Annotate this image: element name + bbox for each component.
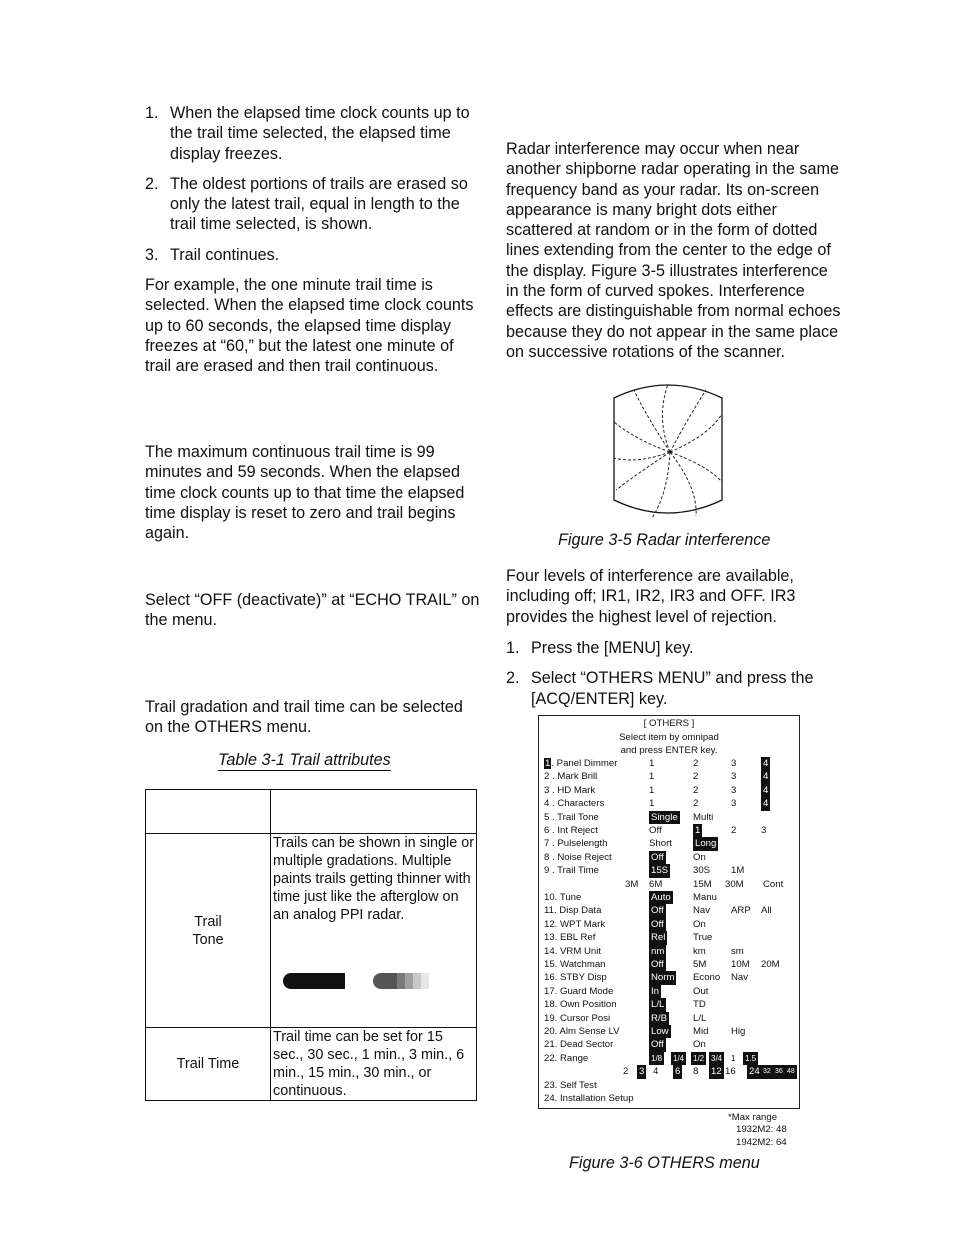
radar-interference-figure: [608, 378, 728, 526]
right-step-1: 1. Press the [MENU] key.: [506, 639, 694, 657]
menu-item-label: 17. Guard Mode: [544, 985, 614, 997]
menu-option[interactable]: 3: [731, 758, 737, 769]
table-caption: Table 3-1 Trail attributes: [218, 751, 391, 769]
trail-tone-text: Trails can be shown in single or multiple gradations. Multiple paints trails getting thinner with time just like the afterglow on an analog PPI radar.: [273, 835, 475, 923]
range-option[interactable]: 8: [693, 1066, 699, 1078]
menu-option[interactable]: 2: [693, 784, 699, 796]
para-levels: Four levels of interference are available, including off; IR1, IR2, IR3 and OFF. IR3 provides the highest level of rejection.: [506, 567, 796, 626]
figure-3-6-caption: Figure 3-6 OTHERS menu: [569, 1154, 760, 1172]
right-steps: [506, 638, 842, 709]
menu-option[interactable]: 3: [731, 771, 737, 783]
menu-option[interactable]: 3: [731, 784, 737, 796]
menu-item-1[interactable]: [539, 770, 799, 783]
menu-item-label: 9 . Trail Time: [544, 865, 599, 877]
step-1: 1. When the elapsed time clock counts up to the trail time selected, the elapsed time display freezes.: [145, 104, 470, 163]
range-option[interactable]: 1/8: [649, 1052, 664, 1065]
left-steps: [145, 103, 483, 265]
menu-option[interactable]: In: [651, 985, 660, 997]
menu-option[interactable]: On: [693, 851, 706, 863]
menu-option[interactable]: All: [761, 905, 772, 917]
menu-item-6[interactable]: [539, 837, 799, 850]
menu-item-label: 15. Watchman: [544, 959, 606, 970]
table-row-trail-time: [146, 1028, 477, 1101]
menu-option[interactable]: Off: [651, 959, 664, 970]
menu-option[interactable]: On: [693, 1039, 706, 1051]
menu-option[interactable]: Off: [651, 918, 664, 930]
menu-option[interactable]: Rel: [651, 932, 666, 944]
max-range-label: *Max range: [728, 1112, 778, 1123]
max-range-1942: 1942M2: 64: [736, 1136, 787, 1148]
others-menu: [538, 715, 800, 1109]
menu-item-label: 16. STBY Disp: [544, 972, 607, 984]
range-option[interactable]: 32: [761, 1065, 773, 1078]
menu-option[interactable]: 30S: [693, 865, 711, 877]
menu-option[interactable]: km: [693, 945, 706, 957]
menu-item-5[interactable]: [539, 824, 799, 837]
menu-option[interactable]: Hig: [731, 1026, 746, 1037]
max-range-1932: 1932M2: 48: [736, 1124, 787, 1136]
menu-option[interactable]: 15S: [651, 865, 669, 877]
menu-option[interactable]: Econo: [693, 972, 721, 984]
menu-option[interactable]: 20M: [761, 959, 780, 970]
menu-option[interactable]: 30M: [725, 878, 744, 890]
menu-option[interactable]: 1: [649, 771, 655, 783]
para-interference: Radar interference may occur when near another shipborne radar operating in the same frequency band as your radar. Its on-screen appearance is many bright dots either scattered at random or in the form of dotted lines extending from the center to the edge of the display. Figure 3-5 illustrates interference in the form of curved spokes. Interference effects are distinguishable from normal echoes because they do not appear in the same place on successive rotations of the scanner.: [506, 140, 841, 361]
menu-option[interactable]: 1: [649, 758, 655, 769]
range-option[interactable]: 4: [653, 1066, 659, 1078]
menu-item-17[interactable]: [539, 985, 799, 998]
menu-item-7[interactable]: [539, 851, 799, 864]
menu-option[interactable]: 1: [649, 784, 655, 796]
menu-option[interactable]: 1: [695, 825, 701, 836]
step-2: 2. The oldest portions of trails are erased so only the latest trail, equal in length to the trail time selected, is shown.: [145, 174, 468, 234]
menu-item-21[interactable]: [539, 1038, 799, 1051]
menu-item-label: 23. Self Test: [544, 1079, 597, 1091]
menu-option[interactable]: ARP: [731, 905, 751, 917]
range-option[interactable]: 1.5: [743, 1052, 758, 1065]
menu-option[interactable]: 15M: [693, 878, 712, 890]
menu-option[interactable]: TD: [693, 999, 706, 1011]
menu-option[interactable]: Short: [649, 838, 672, 850]
menu-option[interactable]: 2: [693, 771, 699, 783]
menu-item-label: 12. WPT Mark: [544, 918, 606, 930]
menu-item-label: 6 . Int Reject: [544, 825, 598, 836]
menu-option[interactable]: 3: [731, 798, 737, 810]
step-3: 3. Trail continues.: [145, 245, 280, 264]
table-header-row: [146, 790, 477, 834]
range-option[interactable]: 3: [639, 1066, 645, 1078]
menu-option[interactable]: L/L: [693, 1012, 707, 1024]
menu-option[interactable]: Norm: [651, 972, 675, 984]
menu-item-label: 18. Own Position: [544, 999, 617, 1011]
menu-item-12[interactable]: [539, 918, 799, 931]
right-step-2: 2. Select “OTHERS MENU” and press the [ACQ/ENTER] key.: [506, 669, 814, 708]
trail-tone-key: Trail Tone: [146, 834, 271, 1028]
menu-option[interactable]: Nav: [693, 905, 711, 917]
menu-item-label: 20. Alm Sense LV: [544, 1026, 620, 1037]
menu-item-label: 14. VRM Unit: [544, 945, 602, 957]
menu-option[interactable]: Nav: [731, 972, 749, 984]
menu-item-label: 10. Tune: [544, 892, 582, 903]
menu-option[interactable]: Cont: [763, 878, 784, 890]
menu-option[interactable]: 6M: [649, 878, 663, 890]
menu-item-22[interactable]: [539, 1052, 799, 1065]
menu-option[interactable]: 3M: [625, 878, 639, 890]
range-option[interactable]: 1/2: [691, 1052, 706, 1065]
trail-tone-desc: [271, 834, 477, 1028]
menu-item-label: 24. Installation Setup: [544, 1093, 634, 1104]
menu-item-15[interactable]: [539, 958, 799, 971]
menu-item-label: 21. Dead Sector: [544, 1039, 614, 1051]
max-range-note: [728, 1112, 787, 1149]
menu-item-label: 8 . Noise Reject: [544, 851, 612, 863]
menu-item-16[interactable]: [539, 971, 799, 984]
menu-option[interactable]: Low: [651, 1026, 669, 1037]
menu-item-8[interactable]: [539, 864, 799, 877]
menu-option[interactable]: 4: [763, 798, 769, 810]
menu-item-11[interactable]: [539, 904, 799, 917]
menu-item-label: 11. Disp Data: [544, 905, 602, 917]
para-gradation: Trail gradation and trail time can be selected on the OTHERS menu.: [145, 698, 463, 737]
menu-item-label: 13. EBL Ref: [544, 932, 596, 944]
menu-option[interactable]: nm: [651, 945, 665, 957]
range-option[interactable]: 24: [749, 1066, 760, 1078]
menu-option[interactable]: 3: [761, 825, 767, 836]
para-off: Select “OFF (deactivate)” at “ECHO TRAIL” on the menu.: [145, 591, 480, 630]
range-option[interactable]: 36: [773, 1065, 785, 1078]
menu-option[interactable]: 4: [763, 771, 769, 783]
menu-option[interactable]: Manu: [693, 892, 717, 903]
menu-option[interactable]: 2: [693, 758, 699, 769]
menu-sub1: Select item by omnipad: [619, 731, 719, 743]
menu-item-label: 2 . Mark Brill: [544, 771, 598, 783]
menu-item-label: 3 . HD Mark: [544, 784, 596, 796]
menu-option[interactable]: Off: [651, 851, 664, 863]
para-max: The maximum continuous trail time is 99 minutes and 59 seconds. When the elapsed time clock counts up to that time the elapsed time display is reset to zero and trail begins again.: [145, 443, 465, 543]
menu-option[interactable]: Out: [693, 985, 709, 997]
menu-option[interactable]: On: [693, 918, 706, 930]
table-header-desc: [271, 790, 477, 834]
radar-screen-outline: [614, 385, 722, 513]
range-option[interactable]: 1: [731, 1053, 736, 1063]
menu-item-20[interactable]: [539, 1025, 799, 1038]
range-option[interactable]: 6: [675, 1066, 681, 1078]
interference-spokes: [614, 384, 722, 518]
menu-item-label: 5 . Trail Tone: [544, 811, 599, 823]
menu-option[interactable]: 2: [693, 798, 699, 810]
menu-item-2[interactable]: [539, 784, 799, 797]
menu-option[interactable]: 1M: [731, 865, 745, 877]
menu-option[interactable]: L/L: [651, 999, 665, 1011]
figure-3-5-caption: Figure 3-5 Radar interference: [558, 531, 771, 549]
menu-item-14[interactable]: [539, 945, 799, 958]
range-option[interactable]: 3/4: [709, 1052, 724, 1065]
menu-item-19[interactable]: [539, 1012, 799, 1025]
menu-option[interactable]: sm: [731, 945, 744, 957]
menu-option[interactable]: 4: [763, 758, 769, 769]
menu-item-label: 19. Cursor Posi: [544, 1012, 611, 1024]
menu-sub2: and press ENTER key.: [620, 745, 718, 757]
trail-attributes-table: [145, 789, 477, 1101]
menu-option[interactable]: Off: [651, 905, 664, 917]
menu-option[interactable]: Mid: [693, 1026, 709, 1037]
table-header-key: [146, 790, 271, 834]
range-option[interactable]: 12: [711, 1066, 722, 1078]
menu-option[interactable]: 4: [763, 784, 769, 796]
menu-option[interactable]: Single: [651, 811, 678, 823]
menu-item-9[interactable]: [539, 878, 799, 891]
multi-tone-sample: [373, 973, 429, 989]
trail-time-desc: Trail time can be set for 15 sec., 30 sec., 1 min., 3 min., 6 min., 15 min., 30 min., or continuous.: [271, 1028, 477, 1101]
menu-option[interactable]: 10M: [731, 959, 750, 970]
menu-item-23[interactable]: [539, 1065, 799, 1078]
menu-item-label: 4 . Characters: [544, 798, 605, 810]
menu-option[interactable]: Multi: [693, 811, 714, 823]
menu-option[interactable]: 2: [731, 825, 737, 836]
menu-item-3[interactable]: [539, 797, 799, 810]
menu-option[interactable]: Long: [695, 838, 717, 850]
menu-option[interactable]: Off: [651, 1039, 664, 1051]
range-option[interactable]: 16: [725, 1066, 736, 1078]
menu-item-13[interactable]: [539, 931, 799, 944]
menu-item-24[interactable]: [539, 1079, 799, 1092]
range-option[interactable]: 1/4: [671, 1052, 686, 1065]
range-option[interactable]: 2: [623, 1066, 629, 1078]
range-option[interactable]: 48: [785, 1065, 797, 1078]
menu-item-4[interactable]: [539, 811, 799, 824]
menu-item-0[interactable]: [539, 757, 799, 770]
menu-item-18[interactable]: [539, 998, 799, 1011]
menu-option[interactable]: Auto: [651, 892, 671, 903]
table-row-trail-tone: [146, 834, 477, 1028]
menu-option[interactable]: R/B: [651, 1012, 667, 1024]
menu-item-label: 22. Range: [544, 1052, 589, 1064]
menu-item-10[interactable]: [539, 891, 799, 904]
trail-time-key: Trail Time: [146, 1028, 271, 1101]
para-example: For example, the one minute trail time is selected. When the elapsed time clock counts up to 60 seconds, the elapsed time display freezes at “60,” but the latest one minute of trail are erased and then trail continuous.: [145, 276, 474, 376]
menu-option[interactable]: 5M: [693, 959, 707, 970]
menu-item-label: 1. Panel Dimmer: [545, 758, 618, 769]
menu-item-25[interactable]: [539, 1092, 799, 1105]
menu-title: [ OTHERS ]: [643, 718, 695, 729]
menu-option[interactable]: Off: [649, 825, 662, 836]
menu-option[interactable]: 1: [649, 798, 655, 810]
single-tone-sample: [283, 973, 345, 989]
menu-option[interactable]: True: [693, 932, 713, 944]
menu-item-label: 7 . Pulselength: [544, 838, 608, 850]
